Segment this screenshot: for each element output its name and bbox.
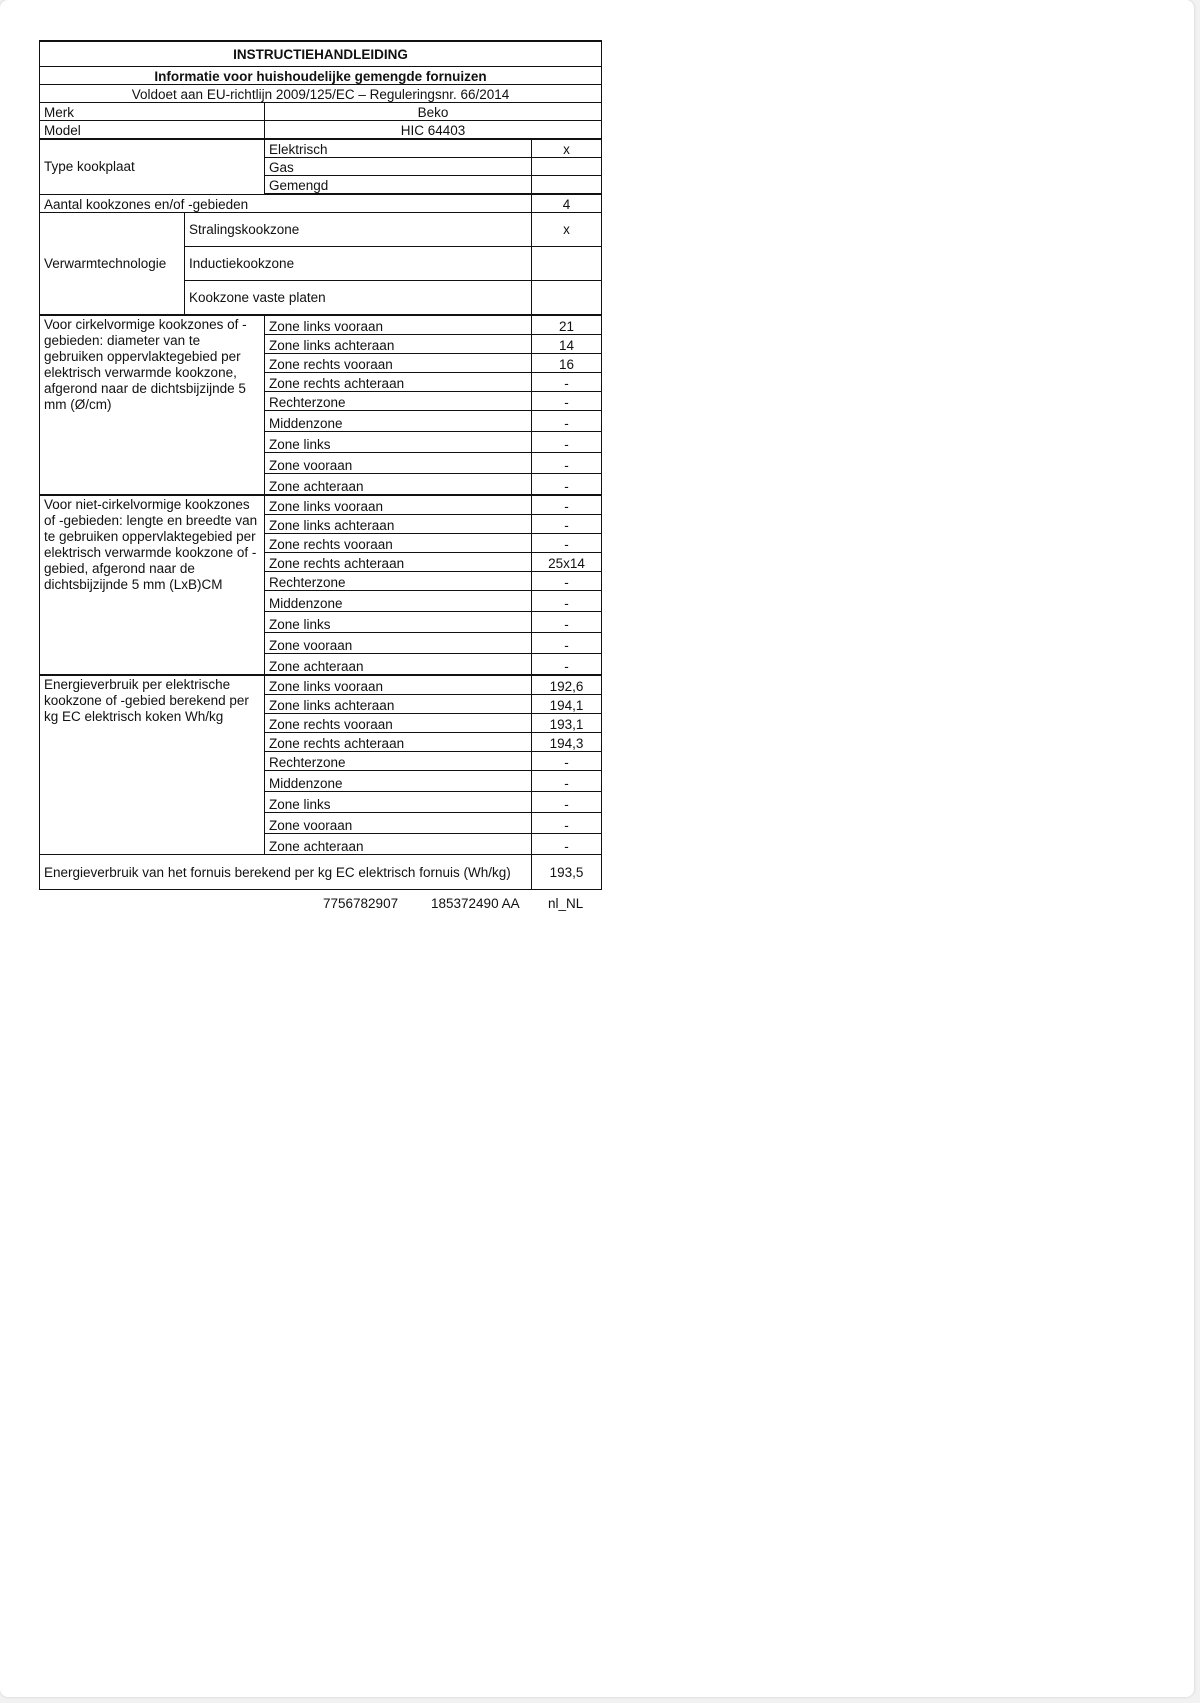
heating-technology-value (532, 281, 602, 316)
zone-value: - (532, 515, 602, 534)
noncircular-zones-label: Voor niet-cirkelvormige kookzones of -gebieden: lengte en breedte van te gebruiken oppervlaktegebied per elektrisch verwarmde kookzone of -gebied, afgerond naar de dichtsbijzijnde 5 mm (LxB)CM (40, 495, 265, 675)
hob-type-option: Elektrisch (265, 139, 532, 158)
zone-value: - (532, 633, 602, 654)
energy-total-label: Energieverbruik van het fornuis berekend per kg EC elektrisch fornuis (Wh/kg) (40, 855, 532, 890)
heating-technology-value (532, 247, 602, 281)
document-subtitle: Informatie voor huishoudelijke gemengde fornuizen (40, 67, 602, 85)
zone-value: 14 (532, 335, 602, 354)
heating-technology-option: Inductiekookzone (185, 247, 532, 281)
zone-name: Zone achteraan (265, 474, 532, 496)
zone-row (40, 495, 602, 515)
heating-technology-option: Stralingskookzone (185, 213, 532, 247)
zone-name: Zone links achteraan (265, 335, 532, 354)
zone-name: Middenzone (265, 411, 532, 432)
hob-type-value (532, 158, 602, 176)
document-title: INSTRUCTIEHANDLEIDING (40, 41, 602, 67)
zone-name: Middenzone (265, 591, 532, 612)
brand-label: Merk (40, 103, 265, 121)
zone-name: Zone achteraan (265, 834, 532, 855)
zone-name: Zone links (265, 432, 532, 453)
compliance-statement: Voldoet aan EU-richtlijn 2009/125/EC – Reguleringsnr. 66/2014 (40, 85, 602, 103)
hob-type-value (532, 176, 602, 195)
brand-value: Beko (265, 103, 602, 121)
zone-name: Zone links vooraan (265, 315, 532, 335)
zone-value: - (532, 432, 602, 453)
zone-value: 192,6 (532, 675, 602, 695)
zone-row (40, 315, 602, 335)
zone-name: Zone rechts achteraan (265, 553, 532, 572)
zone-value: - (532, 813, 602, 834)
zone-name: Zone links achteraan (265, 695, 532, 714)
zone-value: - (532, 474, 602, 496)
zone-name: Zone rechts vooraan (265, 354, 532, 373)
zone-value: - (532, 591, 602, 612)
energy-total-value: 193,5 (532, 855, 602, 890)
zone-name: Zone links (265, 612, 532, 633)
zone-value: 193,1 (532, 714, 602, 733)
circular-zones-label: Voor cirkelvormige kookzones of -gebieden: diameter van te gebruiken oppervlaktegebied per elektrisch verwarmde kookzone, afgerond naar de dichtsbijzijnde 5 mm (Ø/cm) (40, 315, 265, 495)
heating-technology-option: Kookzone vaste platen (185, 281, 532, 316)
part-code: 185372490 AA (431, 896, 520, 911)
hob-type-option: Gas (265, 158, 532, 176)
zone-count-label: Aantal kookzones en/of -gebieden (40, 194, 532, 213)
zone-value: - (532, 392, 602, 411)
zone-name: Zone links (265, 792, 532, 813)
zone-row (40, 675, 602, 695)
zone-value: 21 (532, 315, 602, 335)
zone-value: - (532, 373, 602, 392)
document-footer (39, 894, 601, 914)
zone-value: - (532, 453, 602, 474)
zone-name: Zone links achteraan (265, 515, 532, 534)
hob-type-value: x (532, 139, 602, 158)
zone-name: Middenzone (265, 771, 532, 792)
zone-name: Zone rechts vooraan (265, 714, 532, 733)
zone-name: Zone achteraan (265, 654, 532, 676)
energy-zones-label: Energieverbruik per elektrische kookzone of -gebied berekend per kg EC elektrisch koken Wh/kg (40, 675, 265, 855)
heating-technology-label: Verwarmtechnologie (40, 213, 185, 316)
zone-value: 16 (532, 354, 602, 373)
zone-value: - (532, 834, 602, 855)
zone-value: - (532, 495, 602, 515)
zone-name: Zone rechts achteraan (265, 733, 532, 752)
model-label: Model (40, 121, 265, 140)
document-number: 7756782907 (323, 896, 399, 911)
hob-type-label: Type kookplaat (40, 139, 265, 194)
heating-technology-value: x (532, 213, 602, 247)
zone-name: Rechterzone (265, 752, 532, 771)
model-value: HIC 64403 (265, 121, 602, 140)
zone-name: Zone rechts achteraan (265, 373, 532, 392)
zone-name: Zone links vooraan (265, 675, 532, 695)
zone-value: 194,1 (532, 695, 602, 714)
product-data-sheet (39, 40, 601, 914)
zone-value: - (532, 752, 602, 771)
zone-name: Zone rechts vooraan (265, 534, 532, 553)
zone-value: - (532, 792, 602, 813)
zone-count-value: 4 (532, 194, 602, 213)
zone-name: Rechterzone (265, 572, 532, 591)
zone-value: - (532, 572, 602, 591)
zone-value: 194,3 (532, 733, 602, 752)
zone-value: - (532, 411, 602, 432)
zone-value: - (532, 612, 602, 633)
zone-name: Zone vooraan (265, 813, 532, 834)
zone-value: 25x14 (532, 553, 602, 572)
zone-value: - (532, 771, 602, 792)
zone-name: Zone vooraan (265, 453, 532, 474)
zone-value: - (532, 654, 602, 676)
locale-code: nl_NL (548, 896, 584, 911)
product-info-table (39, 40, 602, 890)
hob-type-option: Gemengd (265, 176, 532, 195)
zone-value: - (532, 534, 602, 553)
zone-name: Zone vooraan (265, 633, 532, 654)
zone-name: Zone links vooraan (265, 495, 532, 515)
zone-name: Rechterzone (265, 392, 532, 411)
